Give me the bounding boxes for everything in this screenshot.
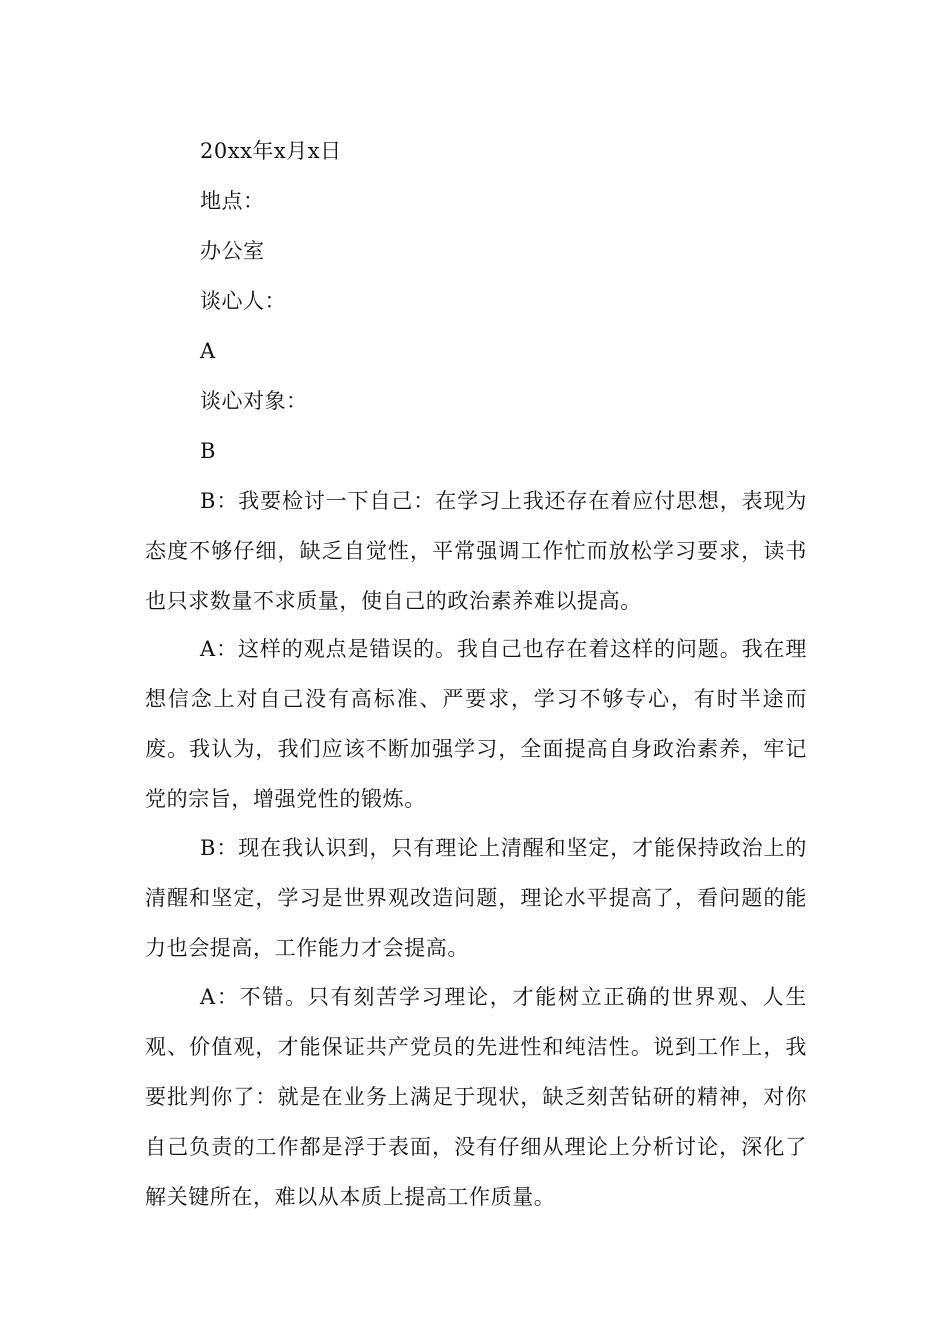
location-label: 地点： (200, 189, 265, 213)
talker-label: 谈心人： (200, 289, 286, 313)
talker-value: A (200, 339, 216, 363)
target-label: 谈心对象： (200, 389, 308, 413)
location-value: 办公室 (200, 239, 265, 263)
dialogue-paragraph-b-2: B：现在我认识到，只有理论上清醒和坚定，才能保持政治上的清醒和坚定，学习是世界观改造问题，理论水平提高了，看问题的能力也会提高，工作能力才会提高。 (145, 836, 807, 960)
dialogue-paragraph-b-1: B：我要检讨一下自己：在学习上我还存在着应付思想，表现为态度不够仔细，缺乏自觉性，平常强调工作忙而放松学习要求，读书也只求数量不求质量，使自己的政治素养难以提高。 (145, 489, 807, 613)
target-value: B (200, 439, 216, 463)
dialogue-paragraph-a-1: A：这样的观点是错误的。我自己也存在着这样的问题。我在理想信念上对自己没有高标准、严要求，学习不够专心，有时半途而废。我认为，我们应该不断加强学习，全面提高自身政治素养，牢记党的宗旨，增强党性的锻炼。 (145, 637, 807, 811)
meeting-date: 20xx年x月x日 (200, 139, 342, 163)
dialogue-paragraph-a-2: A：不错。只有刻苦学习理论，才能树立正确的世界观、人生观、价值观，才能保证共产党员的先进性和纯洁性。说到工作上，我要批判你了：就是在业务上满足于现状，缺乏刻苦钻研的精神，对你自己负责的工作都是浮于表面，没有仔细从理论上分析讨论，深化了解关键所在，难以从本质上提高工作质量。 (145, 985, 807, 1209)
